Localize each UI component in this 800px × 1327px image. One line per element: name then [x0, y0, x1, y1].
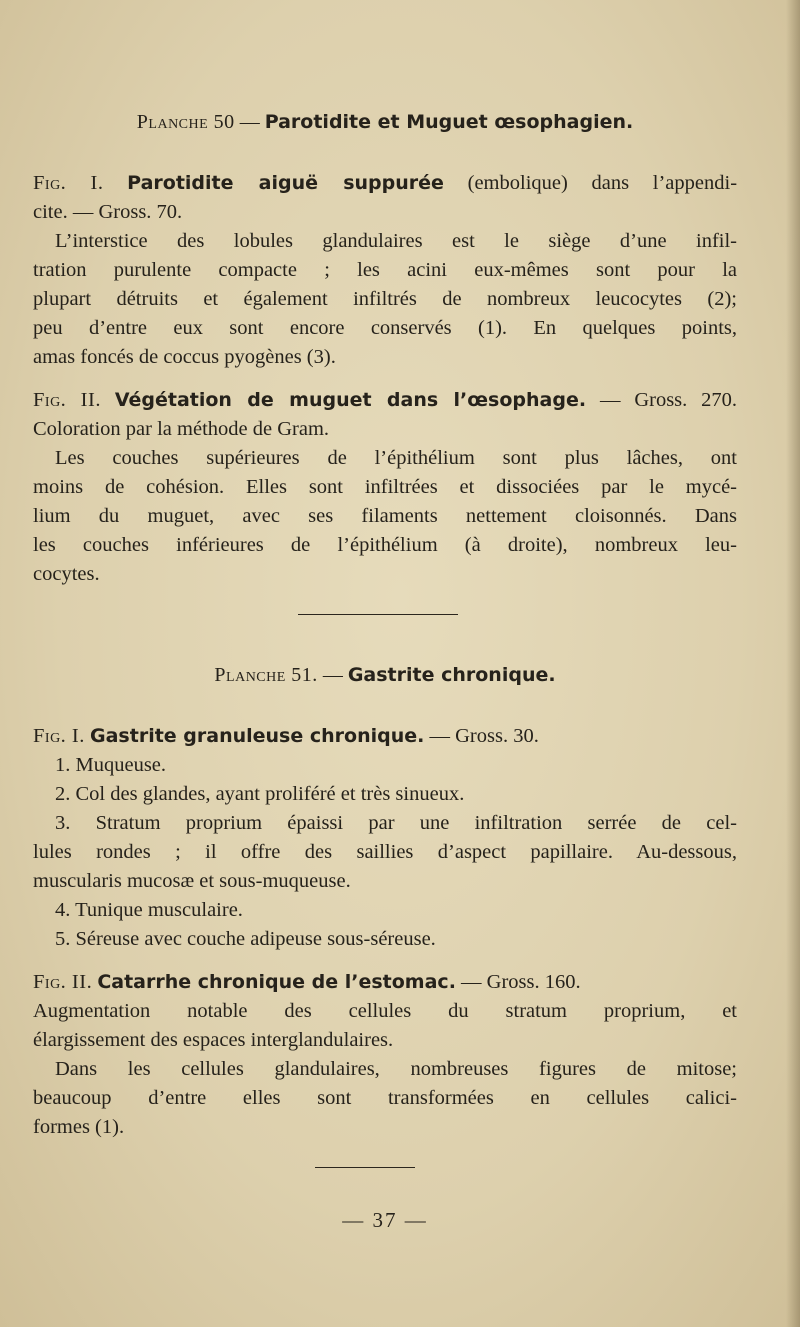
- fig-51-2-caption: [33, 968, 737, 997]
- fig-50-2-desc-line: lium du muguet, avec ses filaments nettement cloisonnés. Dans: [33, 505, 737, 527]
- fig-51-1-title: Gastrite granuleuse chronique.: [90, 725, 425, 747]
- fig-51-2-desc-line: Dans les cellules glandulaires, nombreuses figures de mitose;: [55, 1058, 737, 1080]
- fig-51-1-item: 2. Col des glandes, ayant proliféré et très sinueux.: [55, 783, 465, 805]
- fig-51-2-desc-line: Augmentation notable des cellules du stratum proprium, et: [33, 1000, 737, 1022]
- fig-50-1-caption-rest: (embolique) dans l’appendi-: [467, 172, 738, 194]
- fig-51-2-desc-line: formes (1).: [33, 1116, 125, 1138]
- plate-51-heading: [33, 661, 737, 690]
- fig-51-1-item: 5. Séreuse avec couche adipeuse sous-séreuse.: [55, 928, 436, 950]
- fig-50-1-desc-line: tration purulente compacte ; les acini eux-mêmes sont pour la: [33, 259, 737, 281]
- fig-51-2-caption-rest: — Gross. 160.: [461, 971, 581, 993]
- fig-51-1-caption: [33, 722, 737, 751]
- fig-50-1-caption-line2: cite. — Gross. 70.: [33, 201, 183, 223]
- plate-50-heading: [33, 108, 737, 137]
- fig-50-1-desc-line: amas foncés de coccus pyogènes (3).: [33, 346, 336, 368]
- fig-50-2-desc-line: Les couches supérieures de l’épithélium sont plus lâches, ont: [55, 447, 737, 469]
- fig-51-1-item: 3. Stratum proprium épaissi par une infiltration serrée de cel-: [55, 812, 737, 834]
- fig-51-2-desc-line: beaucoup d’entre elles sont transformées en cellules calici-: [33, 1087, 737, 1109]
- page-content: [33, 108, 737, 1233]
- fig-51-1-item: 4. Tunique musculaire.: [55, 899, 243, 921]
- fig-50-2-desc-line: les couches inférieures de l’épithélium (à droite), nombreux leu-: [33, 534, 737, 556]
- fig-50-2-caption-rest: — Gross. 270.: [599, 389, 738, 411]
- fig-51-1-item-continuation: muscularis mucosæ et sous-muqueuse.: [33, 870, 351, 892]
- fig-51-2-title: Catarrhe chronique de l’estomac.: [97, 971, 456, 993]
- fig-51-1-item: 1. Muqueuse.: [55, 754, 167, 776]
- plate-51-label: Planche 51.: [214, 664, 318, 686]
- page-edge-shadow: [786, 0, 800, 1327]
- fig-50-2-caption-line2: Coloration par la méthode de Gram.: [33, 418, 330, 440]
- fig-51-1-item-continuation: lules rondes ; il offre des saillies d’aspect papillaire. Au-dessous,: [33, 841, 737, 863]
- plate-50-dash: —: [234, 111, 265, 133]
- fig-51-1-caption-rest: — Gross. 30.: [429, 725, 539, 747]
- fig-50-2-label: Fig. II.: [33, 389, 101, 411]
- plate-51-title: Gastrite chronique.: [347, 664, 556, 686]
- fig-51-2-label: Fig. II.: [33, 971, 93, 993]
- plate-51-dash: —: [317, 664, 348, 686]
- fig-51-1-label: Fig. I.: [33, 725, 85, 747]
- fig-50-2-caption: [33, 386, 737, 415]
- fig-50-1-desc-line: L’interstice des lobules glandulaires est le siège d’une infil-: [55, 230, 737, 252]
- plate-50-label: Planche 50: [136, 111, 235, 133]
- fig-50-1-label: Fig. I.: [33, 172, 104, 194]
- fig-50-1-desc-line: plupart détruits et également infiltrés de nombreux leucocytes (2);: [33, 288, 737, 310]
- fig-50-1-title: Parotidite aiguë suppurée: [127, 172, 444, 194]
- plate-50-title: Parotidite et Muguet œsophagien.: [264, 111, 634, 133]
- fig-50-1-caption: [33, 169, 737, 198]
- fig-50-1-desc-line: peu d’entre eux sont encore conservés (1). En quelques points,: [33, 317, 737, 339]
- fig-51-2-desc-line: élargissement des espaces interglandulaires.: [33, 1029, 394, 1051]
- page-number: — 37 —: [342, 1208, 428, 1232]
- fig-50-2-desc-line: cocytes.: [33, 563, 100, 585]
- fig-50-2-desc-line: moins de cohésion. Elles sont infiltrées et dissociées par le mycé-: [33, 476, 737, 498]
- fig-50-2-title: Végétation de muguet dans l’œsophage.: [114, 389, 587, 411]
